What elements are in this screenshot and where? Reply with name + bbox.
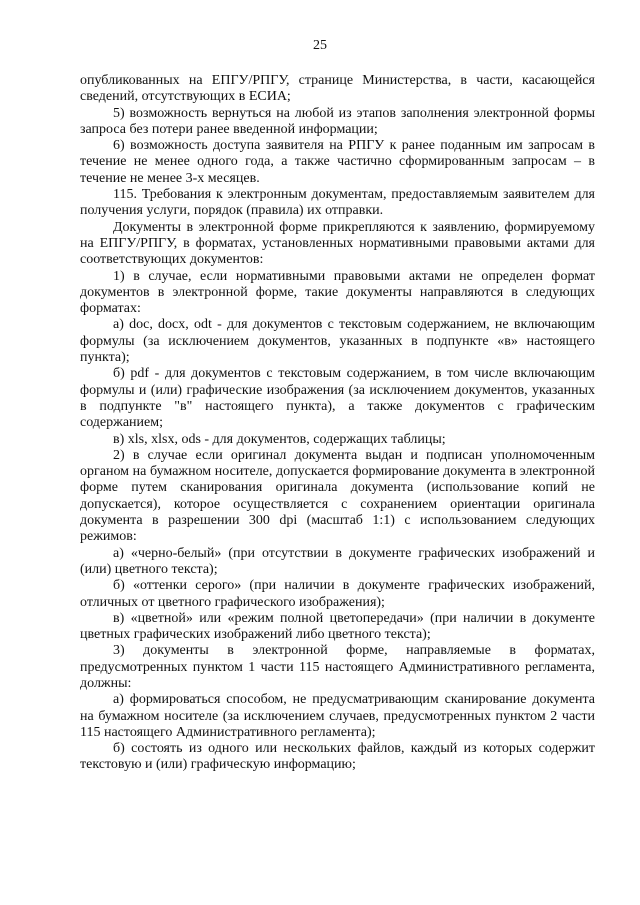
paragraph-item-1v: в) xls, xlsx, ods - для документов, содержащих таблицы; xyxy=(113,431,446,447)
paragraph-item-2: 2) в случае если оригинал документа выдан и подписан уполномоченным органом на бумажном носителе, допускается формирование документа в электронной форме путем сканирования оригинала документа (использование копий не допускается), которое осуществляется с сохранением ориентации оригинала документа в разрешении 300 dpi (масштаб 1:1) с использованием следующих режимов: xyxy=(80,447,595,545)
page-number: 25 xyxy=(313,38,327,53)
document-body xyxy=(80,73,595,774)
paragraph-item-1a: а) doc, docx, odt - для документов с текстовым содержанием, не включающим формулы (за исключением документов, указанных в подпункте «в» настоящего пункта); xyxy=(80,317,595,366)
paragraph-item-1b: б) pdf - для документов с текстовым содержанием, в том числе включающим формулы и (или) графические изображения (за исключением документов, указанных в подпункте "в" настоящего пункта), а также документов с графическим содержанием; xyxy=(80,366,595,431)
paragraph-item-5: 5) возможность вернуться на любой из этапов заполнения электронной формы запроса без потери ранее введенной информации; xyxy=(80,105,595,137)
paragraph-item-3b: б) состоять из одного или нескольких файлов, каждый из которых содержит текстовую и (или) графическую информацию; xyxy=(80,741,595,773)
paragraph-item-3a: а) формироваться способом, не предусматривающим сканирование документа на бумажном носителе (за исключением случаев, предусмотренных пунктом 2 части 115 настоящего Административного регламента); xyxy=(80,692,595,740)
paragraph-item-3: 3) документы в электронной форме, направляемые в форматах, предусмотренных пунктом 1 части 115 настоящего Административного регламента, должны: xyxy=(80,643,595,691)
paragraph-item-2b: б) «оттенки серого» (при наличии в документе графических изображений, отличных от цветного графического изображения); xyxy=(80,578,595,610)
paragraph-item-6: 6) возможность доступа заявителя на РПГУ к ранее поданным им запросам в течение не менее одного года, а также частично сформированным запросам – в течение не менее 3-х месяцев. xyxy=(80,138,595,186)
paragraph-item-2v: в) «цветной» или «режим полной цветопередачи» (при наличии в документе цветных графических изображений либо цветного текста); xyxy=(80,610,595,643)
paragraph-item-1: 1) в случае, если нормативными правовыми актами не определен формат документов в электронной форме, такие документы направляются в следующих форматах: xyxy=(80,268,595,317)
paragraph-section-115: 115. Требования к электронным документам, предоставляемым заявителем для получения услуги, порядок (правила) их отправки. xyxy=(80,187,595,219)
paragraph-continuation: опубликованных на ЕПГУ/РПГУ, странице Министерства, в части, касающейся сведений, отсутствующих в ЕСИА; xyxy=(80,73,595,105)
paragraph-item-2a: а) «черно-белый» (при отсутствии в документе графических изображений и (или) цветного текста); xyxy=(80,545,595,577)
paragraph-documents-intro: Документы в электронной форме прикрепляются к заявлению, формируемому на ЕПГУ/РПГУ, в форматах, установленных нормативными правовыми актами для соответствующих документов: xyxy=(80,219,595,268)
